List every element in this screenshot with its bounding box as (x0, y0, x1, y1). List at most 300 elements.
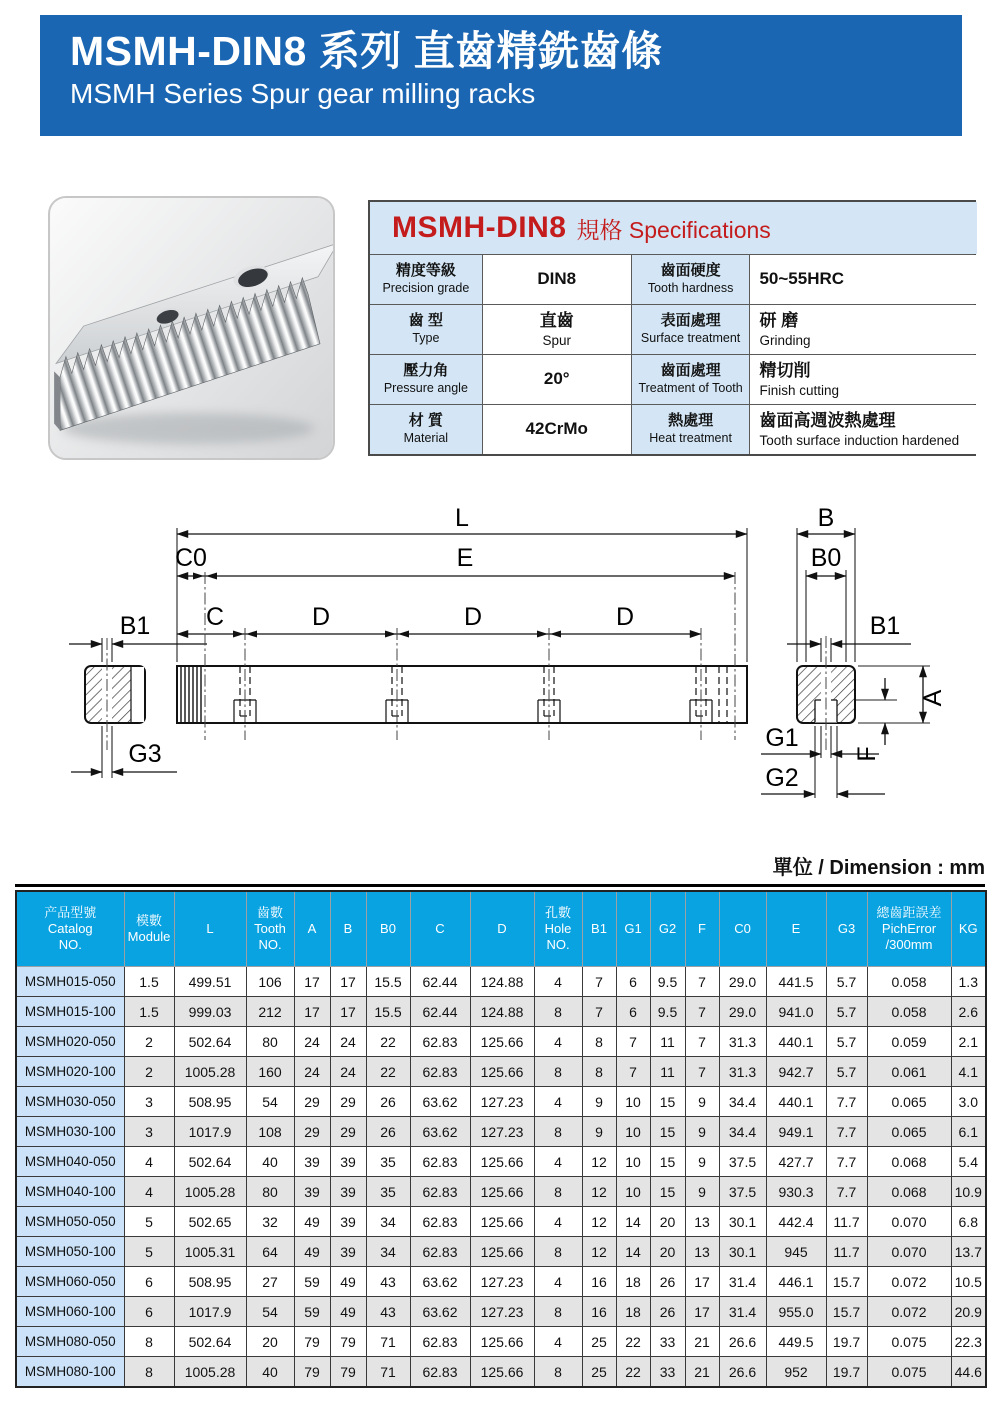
value-cell: 7 (685, 1027, 719, 1057)
catalog-cell: MSMH050-050 (16, 1207, 124, 1237)
value-cell: 4 (534, 1027, 582, 1057)
value-cell: 34.4 (719, 1087, 766, 1117)
value-cell: 9.5 (650, 967, 685, 997)
column-header: KG (951, 891, 986, 967)
value-cell: 79 (330, 1357, 366, 1388)
dim-label-C0: C0 (175, 544, 207, 572)
column-header: E (766, 891, 826, 967)
column-header: C (410, 891, 470, 967)
value-cell: 80 (246, 1027, 294, 1057)
value-cell: 942.7 (766, 1057, 826, 1087)
value-cell: 15.5 (366, 997, 410, 1027)
extension-lines (102, 528, 930, 798)
value-cell: 125.66 (470, 1177, 534, 1207)
value-cell: 5.4 (951, 1147, 986, 1177)
chain-ticks (193, 573, 561, 638)
value-cell: 9 (685, 1177, 719, 1207)
catalog-cell: MSMH080-100 (16, 1357, 124, 1388)
spec-label-heat-treatment: 熱處理 Heat treatment (632, 405, 750, 454)
value-cell: 1.5 (124, 997, 174, 1027)
spec-value-tooth-treatment: 精切削 Finish cutting (750, 355, 977, 404)
dimension-labels (120, 504, 947, 792)
value-cell: 10.9 (951, 1177, 986, 1207)
spec-label-precision-grade: 精度等級 Precision grade (370, 255, 482, 304)
value-cell: 25 (582, 1327, 616, 1357)
value-cell: 17 (685, 1267, 719, 1297)
value-cell: 4 (534, 1207, 582, 1237)
value-cell: 31.3 (719, 1057, 766, 1087)
value-cell: 13 (685, 1207, 719, 1237)
value-cell: 125.66 (470, 1147, 534, 1177)
value-cell: 15.7 (826, 1297, 867, 1327)
value-cell: 29 (330, 1117, 366, 1147)
value-cell: 1005.31 (174, 1237, 246, 1267)
value-cell: 6.1 (951, 1117, 986, 1147)
value-cell: 125.66 (470, 1357, 534, 1388)
value-cell: 3 (124, 1087, 174, 1117)
value-cell: 949.1 (766, 1117, 826, 1147)
value-cell: 10 (616, 1177, 650, 1207)
value-cell: 0.059 (867, 1027, 951, 1057)
page-title: MSMH-DIN8 系列 直齒精銑齒條 (70, 28, 663, 74)
value-cell: 502.64 (174, 1027, 246, 1057)
value-cell: 8 (124, 1327, 174, 1357)
value-cell: 9 (685, 1117, 719, 1147)
value-cell: 31.3 (719, 1027, 766, 1057)
column-header: G1 (616, 891, 650, 967)
value-cell: 1005.28 (174, 1177, 246, 1207)
value-cell: 4.1 (951, 1057, 986, 1087)
value-cell: 49 (330, 1267, 366, 1297)
value-cell: 35 (366, 1147, 410, 1177)
column-header: B0 (366, 891, 410, 967)
value-cell: 5 (124, 1237, 174, 1267)
value-cell: 11 (650, 1027, 685, 1057)
value-cell: 945 (766, 1237, 826, 1267)
value-cell: 4 (124, 1177, 174, 1207)
catalog-cell: MSMH040-100 (16, 1177, 124, 1207)
value-cell: 440.1 (766, 1087, 826, 1117)
value-cell: 19.7 (826, 1357, 867, 1388)
value-cell: 0.072 (867, 1297, 951, 1327)
value-cell: 4 (534, 1147, 582, 1177)
value-cell: 125.66 (470, 1207, 534, 1237)
dim-label-G3: G3 (128, 740, 162, 768)
value-cell: 34 (366, 1207, 410, 1237)
value-cell: 25 (582, 1357, 616, 1388)
value-cell: 9 (582, 1117, 616, 1147)
value-cell: 0.072 (867, 1267, 951, 1297)
spec-value-material: 42CrMo (483, 405, 631, 454)
value-cell: 14 (616, 1237, 650, 1267)
spec-value-heat-treatment: 齒面高週波熱處理 Tooth surface induction hardened (750, 405, 977, 454)
dimension-table-wrap (15, 884, 985, 1388)
value-cell: 7.7 (826, 1147, 867, 1177)
value-cell: 0.075 (867, 1327, 951, 1357)
table-row (16, 1117, 986, 1147)
value-cell: 5.7 (826, 1057, 867, 1087)
value-cell: 29 (294, 1117, 330, 1147)
dim-label-D: D (615, 603, 635, 631)
value-cell: 12 (582, 1237, 616, 1267)
banner (40, 15, 962, 136)
catalog-cell: MSMH030-100 (16, 1117, 124, 1147)
value-cell: 10 (616, 1147, 650, 1177)
value-cell: 125.66 (470, 1327, 534, 1357)
spec-label-type: 齒 型 Type (370, 305, 482, 354)
catalog-cell: MSMH040-050 (16, 1147, 124, 1177)
value-cell: 21 (685, 1327, 719, 1357)
value-cell: 449.5 (766, 1327, 826, 1357)
value-cell: 11.7 (826, 1207, 867, 1237)
value-cell: 62.44 (410, 967, 470, 997)
value-cell: 24 (330, 1057, 366, 1087)
dim-label-E: E (456, 544, 474, 572)
value-cell: 124.88 (470, 997, 534, 1027)
value-cell: 80 (246, 1177, 294, 1207)
value-cell: 10.5 (951, 1267, 986, 1297)
value-cell: 71 (366, 1327, 410, 1357)
catalog-cell: MSMH060-050 (16, 1267, 124, 1297)
spec-label-pressure-angle: 壓力角 Pressure angle (370, 355, 482, 404)
value-cell: 13.7 (951, 1237, 986, 1267)
value-cell: 14 (616, 1207, 650, 1237)
table-row (16, 1147, 986, 1177)
value-cell: 5.7 (826, 967, 867, 997)
spec-table (368, 200, 976, 456)
column-header: L (174, 891, 246, 967)
dim-label-B: B (817, 504, 835, 532)
value-cell: 6 (616, 967, 650, 997)
value-cell: 71 (366, 1357, 410, 1388)
column-header: 模數 Module (124, 891, 174, 967)
value-cell: 124.88 (470, 967, 534, 997)
value-cell: 43 (366, 1267, 410, 1297)
value-cell: 7 (685, 967, 719, 997)
catalog-cell: MSMH015-100 (16, 997, 124, 1027)
value-cell: 930.3 (766, 1177, 826, 1207)
value-cell: 64 (246, 1237, 294, 1267)
value-cell: 8 (534, 1357, 582, 1388)
value-cell: 0.065 (867, 1087, 951, 1117)
value-cell: 20 (650, 1237, 685, 1267)
value-cell: 22.3 (951, 1327, 986, 1357)
value-cell: 62.83 (410, 1027, 470, 1057)
value-cell: 125.66 (470, 1057, 534, 1087)
value-cell: 6 (124, 1297, 174, 1327)
value-cell: 1017.9 (174, 1117, 246, 1147)
value-cell: 31.4 (719, 1267, 766, 1297)
value-cell: 49 (294, 1207, 330, 1237)
value-cell: 0.058 (867, 967, 951, 997)
value-cell: 79 (330, 1327, 366, 1357)
value-cell: 7 (685, 997, 719, 1027)
value-cell: 6.8 (951, 1207, 986, 1237)
value-cell: 10 (616, 1087, 650, 1117)
spec-value-type: 直齒 Spur (483, 305, 631, 354)
dim-label-F: F (853, 746, 881, 762)
value-cell: 30.1 (719, 1237, 766, 1267)
table-row (16, 1267, 986, 1297)
dim-label-G1: G1 (765, 724, 799, 752)
value-cell: 24 (294, 1057, 330, 1087)
value-cell: 26 (366, 1117, 410, 1147)
value-cell: 127.23 (470, 1117, 534, 1147)
value-cell: 9.5 (650, 997, 685, 1027)
value-cell: 59 (294, 1297, 330, 1327)
value-cell: 62.83 (410, 1237, 470, 1267)
table-row (16, 1237, 986, 1267)
value-cell: 29.0 (719, 997, 766, 1027)
value-cell: 499.51 (174, 967, 246, 997)
spec-value-precision-grade: DIN8 (483, 255, 631, 304)
column-header: D (470, 891, 534, 967)
value-cell: 33 (650, 1357, 685, 1388)
value-cell: 0.061 (867, 1057, 951, 1087)
value-cell: 63.62 (410, 1117, 470, 1147)
value-cell: 108 (246, 1117, 294, 1147)
value-cell: 8 (582, 1027, 616, 1057)
column-header: F (685, 891, 719, 967)
value-cell: 5.7 (826, 997, 867, 1027)
value-cell: 127.23 (470, 1267, 534, 1297)
catalog-cell: MSMH030-050 (16, 1087, 124, 1117)
value-cell: 127.23 (470, 1087, 534, 1117)
value-cell: 952 (766, 1357, 826, 1388)
value-cell: 22 (366, 1057, 410, 1087)
table-row (16, 1327, 986, 1357)
value-cell: 2.6 (951, 997, 986, 1027)
table-header-row (16, 891, 986, 967)
value-cell: 62.83 (410, 1327, 470, 1357)
dimension-lines (69, 534, 923, 794)
column-header: B1 (582, 891, 616, 967)
value-cell: 15 (650, 1147, 685, 1177)
value-cell: 39 (330, 1237, 366, 1267)
value-cell: 40 (246, 1357, 294, 1388)
left-end-view (85, 638, 145, 750)
value-cell: 54 (246, 1297, 294, 1327)
page-subtitle: MSMH Series Spur gear milling racks (70, 78, 536, 110)
value-cell: 955.0 (766, 1297, 826, 1327)
value-cell: 8 (582, 1057, 616, 1087)
column-header: 产品型號 Catalog NO. (16, 891, 124, 967)
value-cell: 34 (366, 1237, 410, 1267)
value-cell: 18 (616, 1267, 650, 1297)
dim-label-A: A (919, 689, 947, 707)
spec-value-pressure-angle: 20° (483, 355, 631, 404)
value-cell: 30.1 (719, 1207, 766, 1237)
value-cell: 63.62 (410, 1087, 470, 1117)
column-header: G2 (650, 891, 685, 967)
value-cell: 62.83 (410, 1207, 470, 1237)
value-cell: 17 (330, 997, 366, 1027)
value-cell: 0.068 (867, 1177, 951, 1207)
value-cell: 7 (616, 1057, 650, 1087)
value-cell: 8 (534, 1057, 582, 1087)
value-cell: 27 (246, 1267, 294, 1297)
value-cell: 0.070 (867, 1207, 951, 1237)
value-cell: 3.0 (951, 1087, 986, 1117)
value-cell: 63.62 (410, 1297, 470, 1327)
dim-label-B0: B0 (810, 544, 842, 572)
value-cell: 8 (534, 1177, 582, 1207)
value-cell: 39 (294, 1177, 330, 1207)
value-cell: 16 (582, 1267, 616, 1297)
value-cell: 37.5 (719, 1177, 766, 1207)
value-cell: 1005.28 (174, 1057, 246, 1087)
value-cell: 17 (685, 1297, 719, 1327)
dim-label-G2: G2 (765, 764, 799, 792)
value-cell: 9 (582, 1087, 616, 1117)
value-cell: 79 (294, 1357, 330, 1388)
catalog-cell: MSMH015-050 (16, 967, 124, 997)
value-cell: 17 (330, 967, 366, 997)
catalog-cell: MSMH060-100 (16, 1297, 124, 1327)
value-cell: 54 (246, 1087, 294, 1117)
value-cell: 4 (534, 1267, 582, 1297)
value-cell: 11.7 (826, 1237, 867, 1267)
value-cell: 62.44 (410, 997, 470, 1027)
value-cell: 0.058 (867, 997, 951, 1027)
value-cell: 39 (330, 1207, 366, 1237)
value-cell: 24 (330, 1027, 366, 1057)
value-cell: 8 (534, 1237, 582, 1267)
value-cell: 31.4 (719, 1297, 766, 1327)
value-cell: 7.7 (826, 1087, 867, 1117)
value-cell: 1.5 (124, 967, 174, 997)
spec-title (370, 202, 977, 254)
dim-label-B1: B1 (119, 612, 151, 640)
dim-label-B1: B1 (869, 612, 901, 640)
value-cell: 39 (294, 1147, 330, 1177)
value-cell: 62.83 (410, 1147, 470, 1177)
value-cell: 22 (366, 1027, 410, 1057)
dimension-table (15, 890, 987, 1388)
value-cell: 29.0 (719, 967, 766, 997)
spec-title-text: 規格 Specifications (576, 216, 771, 243)
table-row (16, 967, 986, 997)
spec-label-material: 材 質 Material (370, 405, 482, 454)
value-cell: 12 (582, 1177, 616, 1207)
value-cell: 0.075 (867, 1357, 951, 1388)
value-cell: 1005.28 (174, 1357, 246, 1388)
value-cell: 7 (582, 997, 616, 1027)
value-cell: 15 (650, 1177, 685, 1207)
value-cell: 40 (246, 1147, 294, 1177)
value-cell: 999.03 (174, 997, 246, 1027)
table-row (16, 1177, 986, 1207)
value-cell: 15.7 (826, 1267, 867, 1297)
catalog-cell: MSMH050-100 (16, 1237, 124, 1267)
value-cell: 3 (124, 1117, 174, 1147)
value-cell: 4 (534, 967, 582, 997)
column-header: 孔數 Hole NO. (534, 891, 582, 967)
value-cell: 502.64 (174, 1327, 246, 1357)
value-cell: 941.0 (766, 997, 826, 1027)
rack-side-view (177, 572, 747, 740)
value-cell: 442.4 (766, 1207, 826, 1237)
value-cell: 1017.9 (174, 1297, 246, 1327)
catalog-cell: MSMH020-050 (16, 1027, 124, 1057)
spec-value-surface-treatment: 研 磨 Grinding (750, 305, 977, 354)
value-cell: 19.7 (826, 1327, 867, 1357)
column-header: 齒數 Tooth NO. (246, 891, 294, 967)
spec-label-tooth-treatment: 齒面處理 Treatment of Tooth (632, 355, 750, 404)
dim-label-L: L (455, 504, 469, 532)
value-cell: 8 (534, 1297, 582, 1327)
value-cell: 7.7 (826, 1177, 867, 1207)
value-cell: 26 (650, 1297, 685, 1327)
value-cell: 29 (294, 1087, 330, 1117)
column-header: C0 (719, 891, 766, 967)
spec-value-tooth-hardness: 50~55HRC (750, 255, 977, 304)
value-cell: 34.4 (719, 1117, 766, 1147)
column-header: 總齒距誤差 PichError /300mm (867, 891, 951, 967)
value-cell: 20 (246, 1327, 294, 1357)
value-cell: 39 (330, 1177, 366, 1207)
value-cell: 37.5 (719, 1147, 766, 1177)
value-cell: 4 (534, 1087, 582, 1117)
value-cell: 79 (294, 1327, 330, 1357)
value-cell: 6 (616, 997, 650, 1027)
table-row (16, 997, 986, 1027)
value-cell: 59 (294, 1267, 330, 1297)
spec-label-surface-treatment: 表面處理 Surface treatment (632, 305, 750, 354)
value-cell: 62.83 (410, 1357, 470, 1388)
value-cell: 18 (616, 1297, 650, 1327)
value-cell: 62.83 (410, 1177, 470, 1207)
value-cell: 6 (124, 1267, 174, 1297)
column-header: A (294, 891, 330, 967)
value-cell: 0.065 (867, 1117, 951, 1147)
product-photo (48, 196, 335, 460)
table-row (16, 1057, 986, 1087)
value-cell: 0.068 (867, 1147, 951, 1177)
value-cell: 44.6 (951, 1357, 986, 1388)
table-row (16, 1207, 986, 1237)
value-cell: 17 (294, 967, 330, 997)
value-cell: 502.64 (174, 1147, 246, 1177)
value-cell: 62.83 (410, 1057, 470, 1087)
value-cell: 22 (616, 1327, 650, 1357)
value-cell: 2 (124, 1057, 174, 1087)
column-header: B (330, 891, 366, 967)
value-cell: 15.5 (366, 967, 410, 997)
value-cell: 4 (124, 1147, 174, 1177)
value-cell: 39 (330, 1147, 366, 1177)
value-cell: 22 (616, 1357, 650, 1388)
value-cell: 13 (685, 1237, 719, 1267)
value-cell: 11 (650, 1057, 685, 1087)
value-cell: 43 (366, 1297, 410, 1327)
value-cell: 2.1 (951, 1027, 986, 1057)
value-cell: 26.6 (719, 1357, 766, 1388)
value-cell: 20.9 (951, 1297, 986, 1327)
table-row (16, 1297, 986, 1327)
value-cell: 10 (616, 1117, 650, 1147)
value-cell: 15 (650, 1087, 685, 1117)
value-cell: 2 (124, 1027, 174, 1057)
value-cell: 26.6 (719, 1327, 766, 1357)
value-cell: 26 (366, 1087, 410, 1117)
value-cell: 24 (294, 1027, 330, 1057)
table-row (16, 1027, 986, 1057)
value-cell: 49 (330, 1297, 366, 1327)
value-cell: 508.95 (174, 1267, 246, 1297)
value-cell: 8 (124, 1357, 174, 1388)
value-cell: 7 (616, 1027, 650, 1057)
